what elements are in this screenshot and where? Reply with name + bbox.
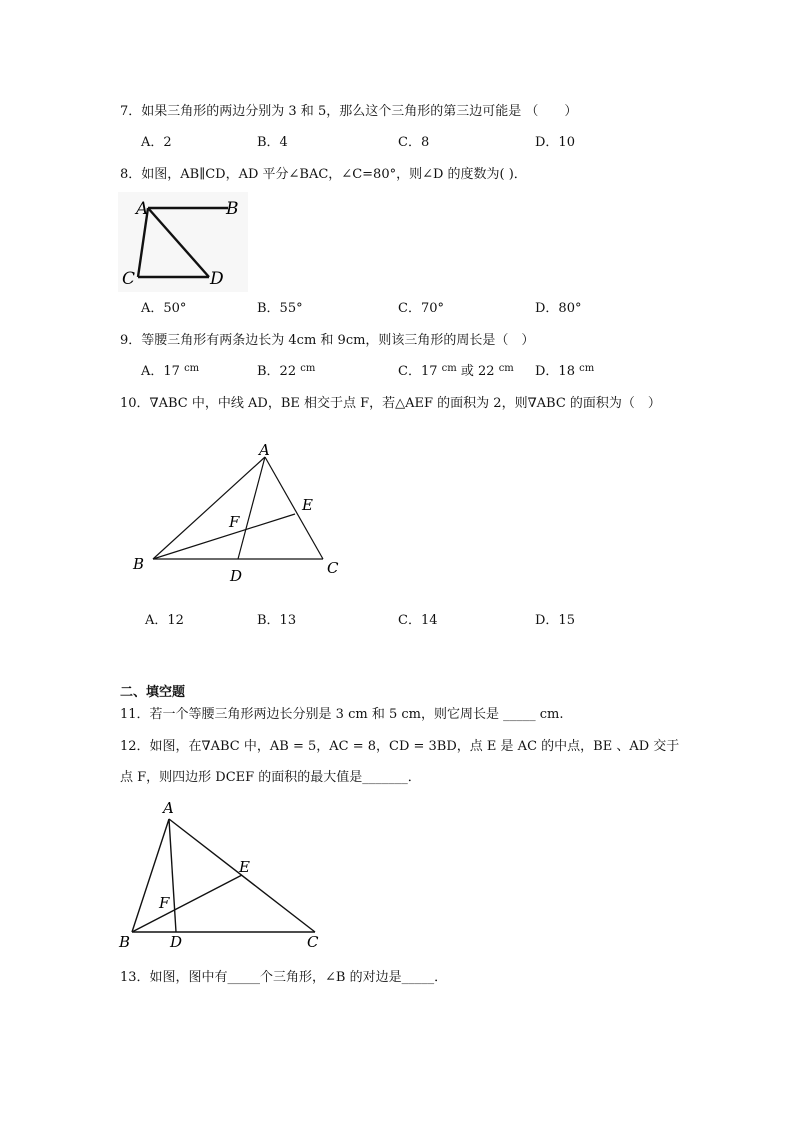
q8-option-a: A．50°: [141, 301, 187, 316]
q13-stem: 13．如图，图中有_____个三角形，∠B 的对边是_____．: [120, 970, 448, 985]
q12-figure: [115, 795, 330, 955]
q10-median-ad: [238, 457, 265, 559]
q12-segment-ad: [169, 819, 176, 932]
q9-option-b-text: B．22: [257, 364, 297, 379]
q10-side-ac: [265, 457, 323, 559]
q7-option-c: C．8: [398, 135, 430, 150]
q9-option-d-unit: cm: [579, 363, 595, 374]
q9-option-c: [398, 364, 514, 381]
q10-label-f: F: [229, 513, 240, 531]
q8-option-b: B．55°: [257, 301, 303, 316]
q10-option-c: C．14: [398, 613, 438, 628]
q8-label-b: B: [226, 199, 239, 219]
q8-label-a: A: [136, 199, 149, 219]
q12-label-b: B: [119, 933, 131, 951]
q9-option-c-tail: 或 22: [460, 364, 495, 379]
q7-option-b: B．4: [257, 135, 288, 150]
q10-side-ab: [153, 457, 265, 559]
q7-stem: 7．如果三角形的两边分别为 3 和 5，那么这个三角形的第三边可能是 （ ）: [120, 104, 578, 119]
q10-option-d: D．15: [535, 613, 575, 628]
q9-option-d: [535, 364, 594, 381]
q9-option-c-unit2: cm: [498, 363, 514, 374]
q10-stem: 10．∇ABC 中，中线 AD，BE 相交于点 F，若△AEF 的面积为 2，则∇ABC 的面积为（ ）: [120, 396, 661, 411]
q10-label-d: D: [230, 567, 243, 585]
section-title: 二、填空题: [120, 685, 186, 700]
q9-option-b: [257, 364, 315, 381]
q9-option-d-text: D．18: [535, 364, 575, 379]
q10-label-a: A: [259, 441, 270, 459]
q12-label-a: A: [163, 799, 174, 817]
q8-stem: 8．如图，AB∥CD，AD 平分∠BAC，∠C=80°，则∠D 的度数为( )．: [120, 167, 527, 182]
q12-label-e: E: [239, 858, 250, 876]
q10-option-a: A．12: [145, 613, 184, 628]
q10-median-be: [153, 514, 295, 559]
q9-option-c-unit: cm: [441, 363, 457, 374]
q7-option-a: A．2: [141, 135, 172, 150]
q12-line1: 12．如图，在∇ABC 中，AB = 5，AC = 8，CD = 3BD，点 E 是 AC 的中点，BE 、AD 交于: [120, 739, 680, 754]
q7-option-d: D．10: [535, 135, 575, 150]
q9-option-a-text: A．17: [141, 364, 180, 379]
q8-option-c: C．70°: [398, 301, 444, 316]
q10-label-c: C: [327, 559, 339, 577]
q12-line2: 点 F，则四边形 DCEF 的面积的最大值是_______．: [120, 770, 421, 785]
q10-label-e: E: [302, 496, 313, 514]
q12-label-f: F: [159, 894, 170, 912]
q10-figure: [130, 438, 350, 586]
q9-option-a-unit: cm: [184, 363, 200, 374]
q8-option-d: D．80°: [535, 301, 582, 316]
q9-option-c-text: C．17: [398, 364, 438, 379]
q8-label-d: D: [210, 269, 224, 289]
q10-option-b: B．13: [257, 613, 297, 628]
q8-label-c: C: [122, 269, 136, 289]
q8-figure: [118, 192, 248, 292]
q12-label-d: D: [170, 933, 183, 951]
q12-label-c: C: [307, 933, 319, 951]
q10-label-b: B: [133, 555, 145, 573]
q9-stem: 9．等腰三角形有两条边长为 4cm 和 9cm，则该三角形的周长是（ ）: [120, 333, 535, 348]
q11-stem: 11．若一个等腰三角形两边长分别是 3 cm 和 5 cm，则它周长是 _____ cm.: [120, 707, 564, 722]
q9-option-a: [141, 364, 199, 381]
q9-option-b-unit: cm: [300, 363, 316, 374]
